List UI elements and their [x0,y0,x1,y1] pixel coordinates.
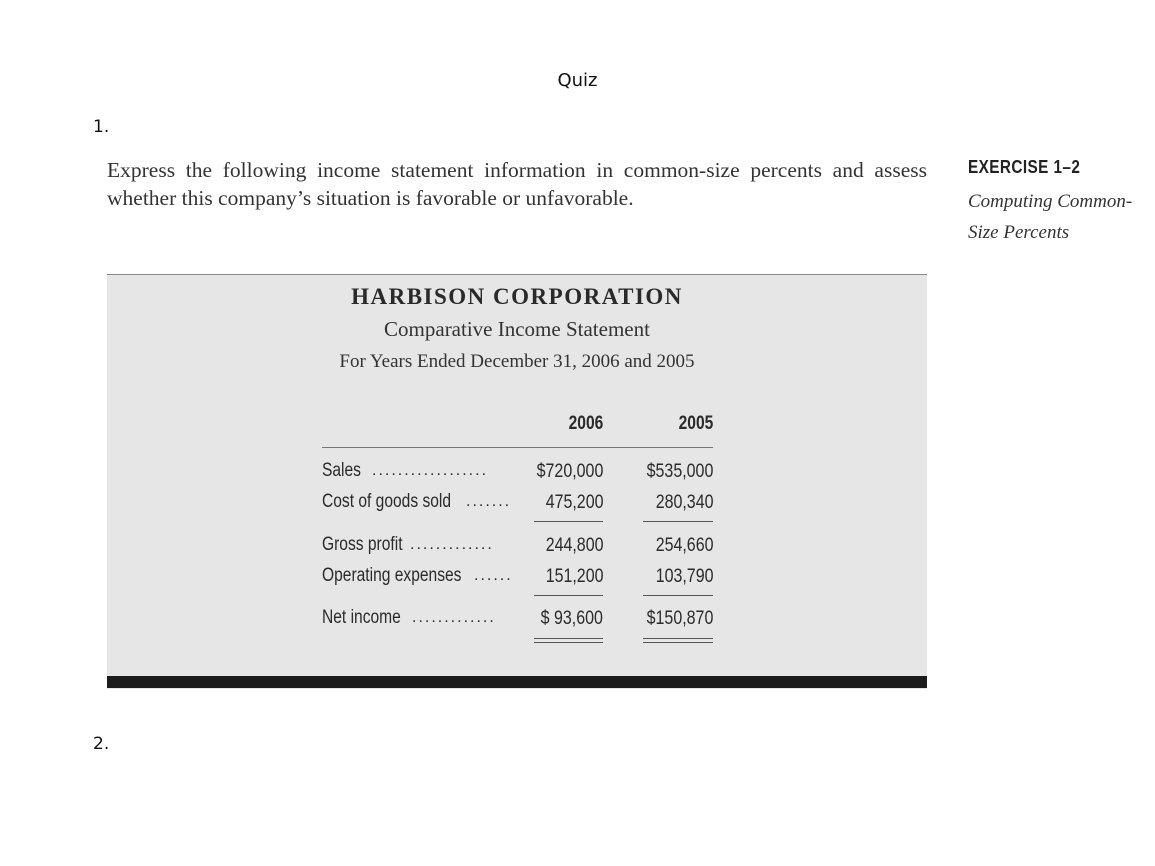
exercise-title: EXERCISE 1–2 [968,157,1081,177]
exercise-instructions: Express the following income statement information in common-size percents and assess whether this company’s situation is favorable or unfavorable. [107,158,927,210]
leader-dots: ...... [474,567,513,584]
net-income-2006: $ 93,600 [540,607,603,629]
row-label-operating-expenses: Operating expenses [322,565,462,586]
leader-dots: ............. [410,536,494,553]
column-header-2006: 2006 [568,413,603,434]
cogs-2005: 280,340 [655,491,713,513]
sales-2006: $720,000 [536,460,603,482]
net-income-2005: $150,870 [646,607,713,629]
exercise-subtitle: Computing Common-Size Percents [968,191,1133,243]
row-label-net-income: Net income [322,607,401,628]
gross-profit-2006: 244,800 [545,534,603,556]
statement-period: For Years Ended December 31, 2006 and 2005 [339,351,695,372]
quiz-title: Quiz [557,70,598,91]
cogs-2006: 475,200 [545,491,603,513]
double-underline-2005 [643,638,713,639]
double-underline-2006 [534,638,603,639]
statement-title: Comparative Income Statement [384,317,650,341]
double-underline-2006 [534,642,603,643]
underline-2006 [534,595,603,596]
leader-dots: ............. [412,609,496,626]
leader-dots: ....... [466,493,512,510]
double-underline-2005 [643,642,713,643]
question-number-2: 2. [93,734,110,754]
panel-bottom-bar [107,676,927,688]
operating-expenses-2005: 103,790 [655,565,713,587]
row-label-gross-profit: Gross profit [322,534,403,555]
leader-dots: .................. [372,462,489,479]
gross-profit-2005: 254,660 [655,534,713,556]
row-label-cogs: Cost of goods sold [322,491,452,512]
question-number-1: 1. [93,117,110,137]
underline-2006 [534,521,603,522]
underline-2005 [643,595,713,596]
sales-2005: $535,000 [646,460,713,482]
row-label-sales: Sales [322,460,361,481]
header-rule [322,447,713,448]
underline-2005 [643,521,713,522]
company-name: HARBISON CORPORATION [351,284,683,309]
operating-expenses-2006: 151,200 [545,565,603,587]
column-header-2005: 2005 [678,413,713,434]
